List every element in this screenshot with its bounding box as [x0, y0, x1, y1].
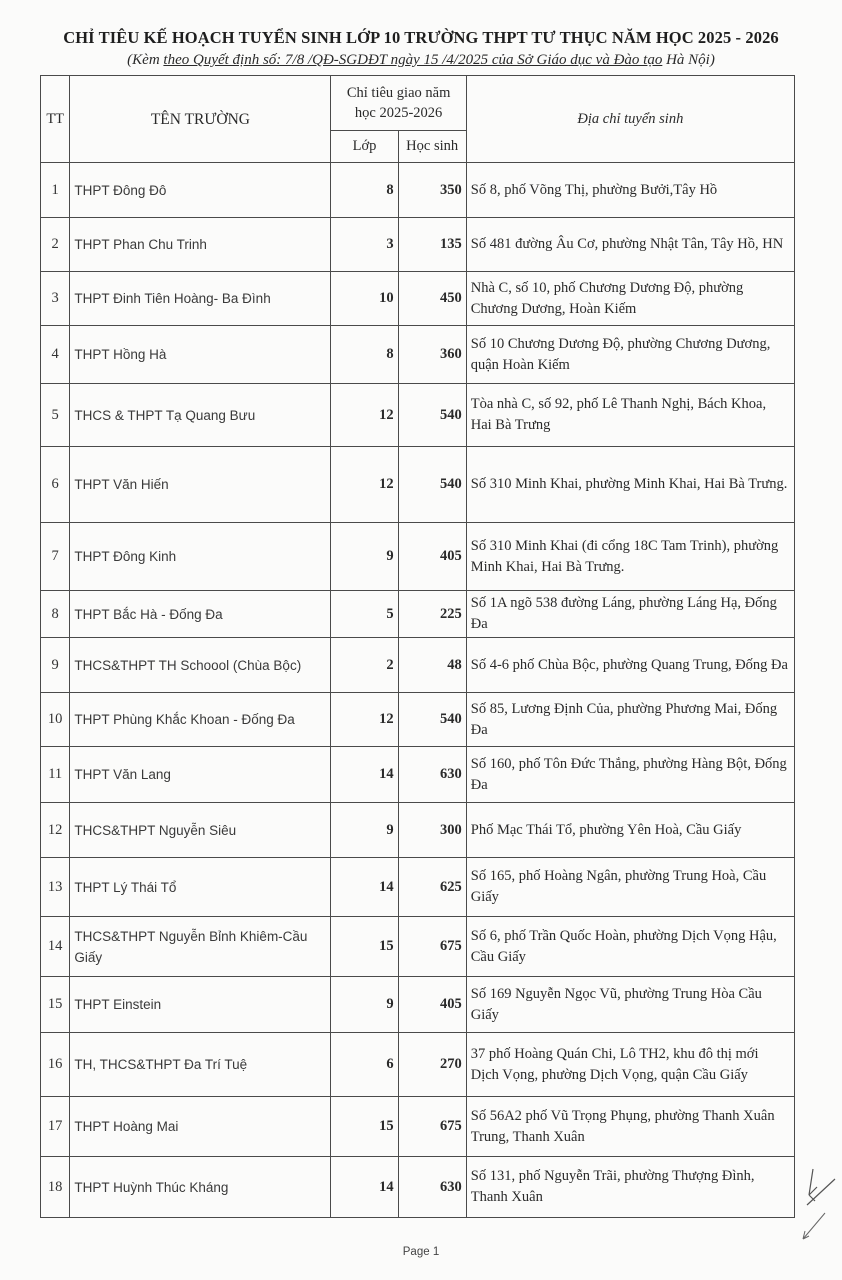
table-row	[41, 272, 795, 326]
student-quota: 350	[398, 163, 466, 218]
row-number: 16	[41, 1033, 70, 1097]
header-school-name: TÊN TRƯỜNG	[70, 76, 331, 163]
class-quota: 15	[331, 917, 398, 977]
class-quota: 9	[331, 803, 398, 858]
class-quota: 12	[331, 384, 398, 447]
row-number: 2	[41, 218, 70, 272]
enrollment-address: Số 1A ngõ 538 đường Láng, phường Láng Hạ, Đống Đa	[466, 591, 794, 638]
row-number: 1	[41, 163, 70, 218]
table-row	[41, 326, 795, 384]
student-quota: 630	[398, 1157, 466, 1218]
row-number: 3	[41, 272, 70, 326]
enrollment-address: Số 4-6 phố Chùa Bộc, phường Quang Trung, Đống Đa	[466, 638, 794, 693]
student-quota: 405	[398, 977, 466, 1033]
row-number: 5	[41, 384, 70, 447]
table-row	[41, 1157, 795, 1218]
school-name: THPT Bắc Hà - Đống Đa	[70, 591, 331, 638]
student-quota: 405	[398, 523, 466, 591]
row-number: 17	[41, 1097, 70, 1157]
student-quota: 675	[398, 1097, 466, 1157]
class-quota: 8	[331, 326, 398, 384]
class-quota: 5	[331, 591, 398, 638]
enrollment-address: Số 160, phố Tôn Đức Thắng, phường Hàng Bột, Đống Đa	[466, 747, 794, 803]
table-row	[41, 384, 795, 447]
table-row	[41, 1097, 795, 1157]
school-name: THPT Đông Kinh	[70, 523, 331, 591]
table-row	[41, 218, 795, 272]
school-name: TH, THCS&THPT Đa Trí Tuệ	[70, 1033, 331, 1097]
header-students: Học sinh	[398, 131, 466, 163]
student-quota: 625	[398, 858, 466, 917]
row-number: 14	[41, 917, 70, 977]
enrollment-address: Số 169 Nguyễn Ngọc Vũ, phường Trung Hòa Cầu Giấy	[466, 977, 794, 1033]
class-quota: 12	[331, 693, 398, 747]
enrollment-address: Số 310 Minh Khai (đi cổng 18C Tam Trinh), phường Minh Khai, Hai Bà Trưng.	[466, 523, 794, 591]
school-name: THCS&THPT Nguyễn Siêu	[70, 803, 331, 858]
class-quota: 14	[331, 858, 398, 917]
row-number: 9	[41, 638, 70, 693]
table-body	[41, 163, 795, 1218]
enrollment-address: Phố Mạc Thái Tổ, phường Yên Hoà, Cầu Giấy	[466, 803, 794, 858]
enrollment-address: Số 310 Minh Khai, phường Minh Khai, Hai Bà Trưng.	[466, 447, 794, 523]
page-number: Page 1	[402, 1246, 440, 1258]
student-quota: 450	[398, 272, 466, 326]
table-row	[41, 693, 795, 747]
school-name: THCS&THPT Nguyễn Bỉnh Khiêm-Cầu Giấy	[70, 917, 331, 977]
class-quota: 8	[331, 163, 398, 218]
row-number: 12	[41, 803, 70, 858]
school-name: THPT Phan Chu Trinh	[70, 218, 331, 272]
school-name: THPT Văn Lang	[70, 747, 331, 803]
table-row	[41, 977, 795, 1033]
subtitle-suffix: Hà Nội)	[662, 52, 715, 68]
document-title: CHỈ TIÊU KẾ HOẠCH TUYỂN SINH LỚP 10 TRƯỜNG THPT TƯ THỤC NĂM HỌC 2025 - 2026	[63, 28, 779, 47]
school-name: THCS&THPT TH Schoool (Chùa Bộc)	[70, 638, 331, 693]
document-subtitle	[0, 52, 842, 69]
table-row	[41, 747, 795, 803]
class-quota: 2	[331, 638, 398, 693]
enrollment-address: Số 165, phố Hoàng Ngân, phường Trung Hoà, Cầu Giấy	[466, 858, 794, 917]
header-address: Địa chỉ tuyển sinh	[466, 76, 794, 163]
header-quota-group: Chỉ tiêu giao năm học 2025-2026	[331, 76, 466, 131]
student-quota: 225	[398, 591, 466, 638]
school-name: THPT Hoàng Mai	[70, 1097, 331, 1157]
enrollment-quota-table	[40, 75, 795, 1218]
table-row	[41, 591, 795, 638]
student-quota: 48	[398, 638, 466, 693]
handwritten-initial-mark	[795, 1165, 842, 1245]
enrollment-address: Số 481 đường Âu Cơ, phường Nhật Tân, Tây Hồ, HN	[466, 218, 794, 272]
school-name: THPT Đông Đô	[70, 163, 331, 218]
student-quota: 540	[398, 447, 466, 523]
class-quota: 9	[331, 523, 398, 591]
student-quota: 540	[398, 384, 466, 447]
class-quota: 9	[331, 977, 398, 1033]
class-quota: 14	[331, 1157, 398, 1218]
row-number: 10	[41, 693, 70, 747]
enrollment-address: Số 131, phố Nguyễn Trãi, phường Thượng Đình, Thanh Xuân	[466, 1157, 794, 1218]
student-quota: 675	[398, 917, 466, 977]
school-name: THPT Hồng Hà	[70, 326, 331, 384]
enrollment-address: Tòa nhà C, số 92, phố Lê Thanh Nghị, Bách Khoa, Hai Bà Trưng	[466, 384, 794, 447]
student-quota: 540	[398, 693, 466, 747]
table-row	[41, 447, 795, 523]
header-tt: TT	[41, 76, 70, 163]
class-quota: 12	[331, 447, 398, 523]
enrollment-address: 37 phố Hoàng Quán Chi, Lô TH2, khu đô thị mới Dịch Vọng, phường Dịch Vọng, quận Cầu Giấy	[466, 1033, 794, 1097]
row-number: 4	[41, 326, 70, 384]
header-classes: Lớp	[331, 131, 398, 163]
school-name: THPT Lý Thái Tổ	[70, 858, 331, 917]
enrollment-address: Số 85, Lương Định Của, phường Phương Mai, Đống Đa	[466, 693, 794, 747]
row-number: 11	[41, 747, 70, 803]
table-row	[41, 523, 795, 591]
subtitle-prefix: (Kèm	[127, 52, 164, 68]
class-quota: 14	[331, 747, 398, 803]
class-quota: 3	[331, 218, 398, 272]
enrollment-address: Số 10 Chương Dương Độ, phường Chương Dương, quận Hoàn Kiếm	[466, 326, 794, 384]
student-quota: 300	[398, 803, 466, 858]
school-name: THPT Huỳnh Thúc Kháng	[70, 1157, 331, 1218]
class-quota: 10	[331, 272, 398, 326]
school-name: THCS & THPT Tạ Quang Bưu	[70, 384, 331, 447]
table-row	[41, 858, 795, 917]
school-name: THPT Đinh Tiên Hoàng- Ba Đình	[70, 272, 331, 326]
row-number: 15	[41, 977, 70, 1033]
row-number: 18	[41, 1157, 70, 1218]
subtitle-decision-reference: theo Quyết định số: 7/8 /QĐ-SGDĐT ngày 15 /4/2025 của Sở Giáo dục và Đào tạo	[163, 52, 663, 68]
enrollment-address: Số 56A2 phố Vũ Trọng Phụng, phường Thanh Xuân Trung, Thanh Xuân	[466, 1097, 794, 1157]
row-number: 6	[41, 447, 70, 523]
enrollment-address: Số 8, phố Võng Thị, phường Bưởi,Tây Hồ	[466, 163, 794, 218]
enrollment-address: Nhà C, số 10, phố Chương Dương Độ, phường Chương Dương, Hoàn Kiếm	[466, 272, 794, 326]
student-quota: 360	[398, 326, 466, 384]
row-number: 13	[41, 858, 70, 917]
school-name: THPT Einstein	[70, 977, 331, 1033]
table-row	[41, 638, 795, 693]
row-number: 7	[41, 523, 70, 591]
student-quota: 270	[398, 1033, 466, 1097]
row-number: 8	[41, 591, 70, 638]
student-quota: 135	[398, 218, 466, 272]
student-quota: 630	[398, 747, 466, 803]
table-row	[41, 803, 795, 858]
class-quota: 15	[331, 1097, 398, 1157]
table-row	[41, 1033, 795, 1097]
school-name: THPT Văn Hiến	[70, 447, 331, 523]
enrollment-address: Số 6, phố Trần Quốc Hoàn, phường Dịch Vọng Hậu, Cầu Giấy	[466, 917, 794, 977]
table-row	[41, 163, 795, 218]
school-name: THPT Phùng Khắc Khoan - Đống Đa	[70, 693, 331, 747]
class-quota: 6	[331, 1033, 398, 1097]
table-row	[41, 917, 795, 977]
